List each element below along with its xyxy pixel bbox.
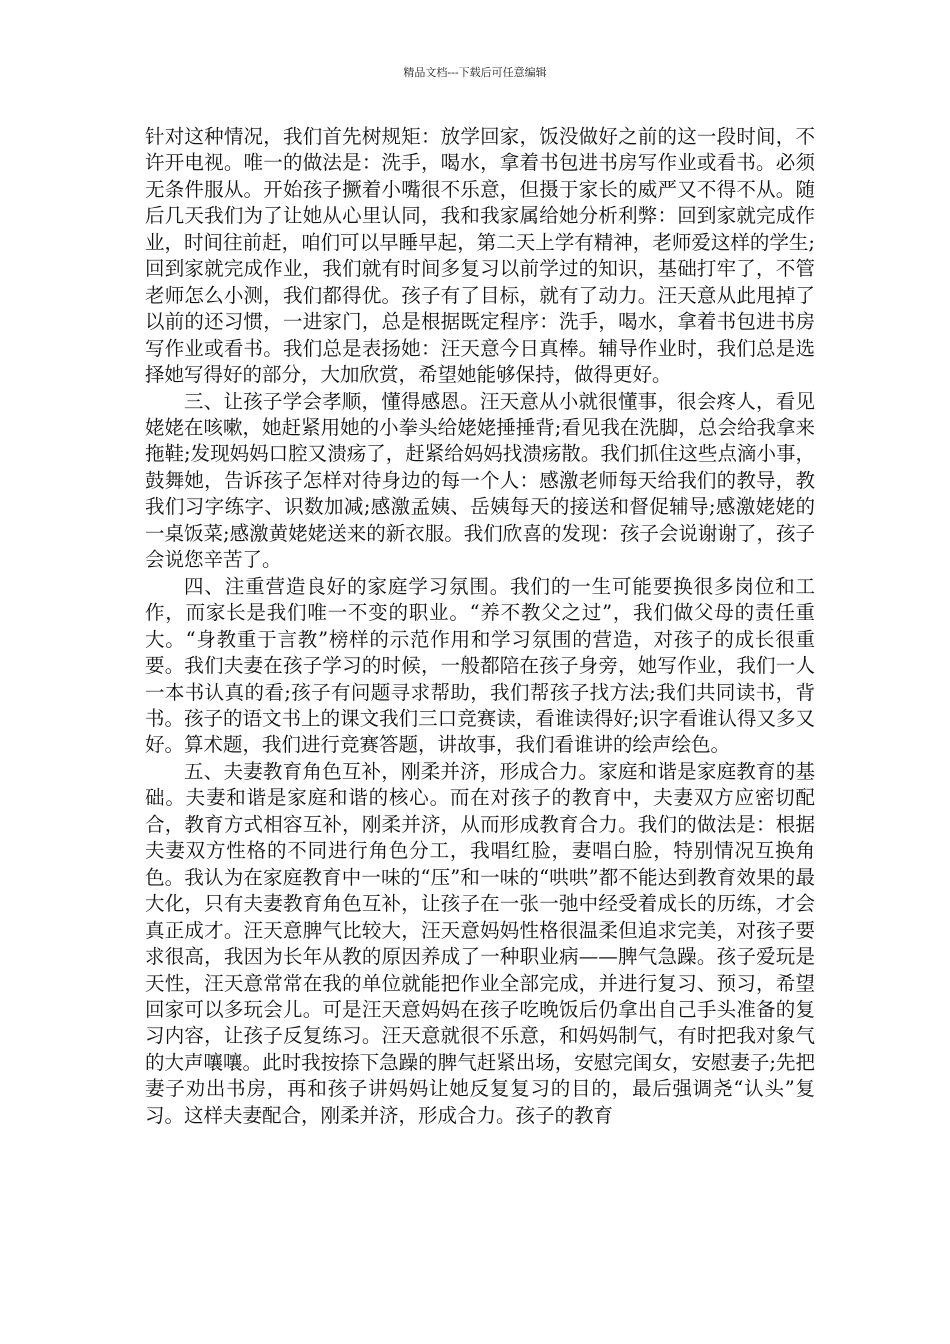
- document-body: [145, 124, 815, 1129]
- page-header: 精品文档---下载后可任意编辑: [403, 66, 547, 79]
- paragraph-4: 五、夫妻教育角色互补，刚柔并济，形成合力。家庭和谐是家庭教育的基础。夫妻和谐是家庭和谐的核心。而在对孩子的教育中，夫妻双方应密切配合，教育方式相容互补，刚柔并济，从而形成教育合力。我们的做法是：根据夫妻双方性格的不同进行角色分工，我唱红脸，妻唱白脸，特别情况互换角色。我认为在家庭教育中一味的“压”和一味的“哄哄”都不能达到教育效果的最大化，只有夫妻教育角色互补，让孩子在一张一弛中经受着成长的历练，才会真正成才。汪天意脾气比较大，汪天意妈妈性格很温柔但追求完美，对孩子要求很高，我因为长年从教的原因养成了一种职业病——脾气急躁。孩子爱玩是天性，汪天意常常在我的单位就能把作业全部完成，并进行复习、预习，希望回家可以多玩会儿。可是汪天意妈妈在孩子吃晚饭后仍拿出自己手头准备的复习内容，让孩子反复练习。汪天意就很不乐意，和妈妈制气，有时把我对象气的大声嚷嚷。此时我按捺下急躁的脾气赶紧出场，安慰完闺女，安慰妻子;先把妻子劝出书房，再和孩子讲妈妈让她反复复习的目的，最后强调尧“认头”复习。这样夫妻配合，刚柔并济，形成合力。孩子的教育: [145, 759, 815, 1127]
- paragraph-3: 四、注重营造良好的家庭学习氛围。我们的一生可能要换很多岗位和工作，而家长是我们唯一不变的职业。“养不教父之过”，我们做父母的责任重大。“身教重于言教”榜样的示范作用和学习氛围的营造，对孩子的成长很重要。我们夫妻在孩子学习的时候，一般都陪在孩子身旁，她写作业，我们一人一本书认真的看;孩子有问题寻求帮助，我们帮孩子找方法;我们共同读书，背书。孩子的语文书上的课文我们三口竞赛读，看谁读得好;识字看谁认得又多又好。算术题，我们进行竞赛答题，讲故事，我们看谁讲的绘声绘色。: [145, 574, 815, 757]
- paragraph-1: 针对这种情况，我们首先树规矩：放学回家，饭没做好之前的这一段时间，不许开电视。唯一的做法是：洗手，喝水，拿着书包进书房写作业或看书。必须无条件服从。开始孩子撅着小嘴很不乐意，但摄于家长的威严又不得不从。随后几天我们为了让她从心里认同，我和我家属给她分析利弊：回到家就完成作业，时间往前赶，咱们可以早睡早起，第二天上学有精神，老师爱这样的学生;回到家就完成作业，我们就有时间多复习以前学过的知识，基础打牢了，不管老师怎么小测，我们都得优。孩子有了目标，就有了动力。汪天意从此甩掉了以前的还习惯，一进家门，总是根据既定程序：洗手，喝水，拿着书包进书房写作业或看书。我们总是表扬她：汪天意今日真棒。辅导作业时，我们总是选择她写得好的部分，大加欣赏，希望她能够保持，做得更好。: [145, 125, 815, 387]
- paragraph-2: 三、让孩子学会孝顺，懂得感恩。汪天意从小就很懂事，很会疼人，看见姥姥在咳嗽，她赶紧用她的小拳头给姥姥捶捶背;看见我在洗脚，总会给我拿来拖鞋;发现妈妈口腔又溃疡了，赶紧给妈妈找溃疡散。我们抓住这些点滴小事，鼓舞她，告诉孩子怎样对待身边的每一个人：感激老师每天给我们的教导，教我们习字练字、识数加减;感激孟姨、岳姨每天的接送和督促辅导;感激姥姥的一桌饭菜;感激黄姥姥送来的新衣服。我们欣喜的发现：孩子会说谢谢了，孩子会说您辛苦了。: [145, 389, 815, 572]
